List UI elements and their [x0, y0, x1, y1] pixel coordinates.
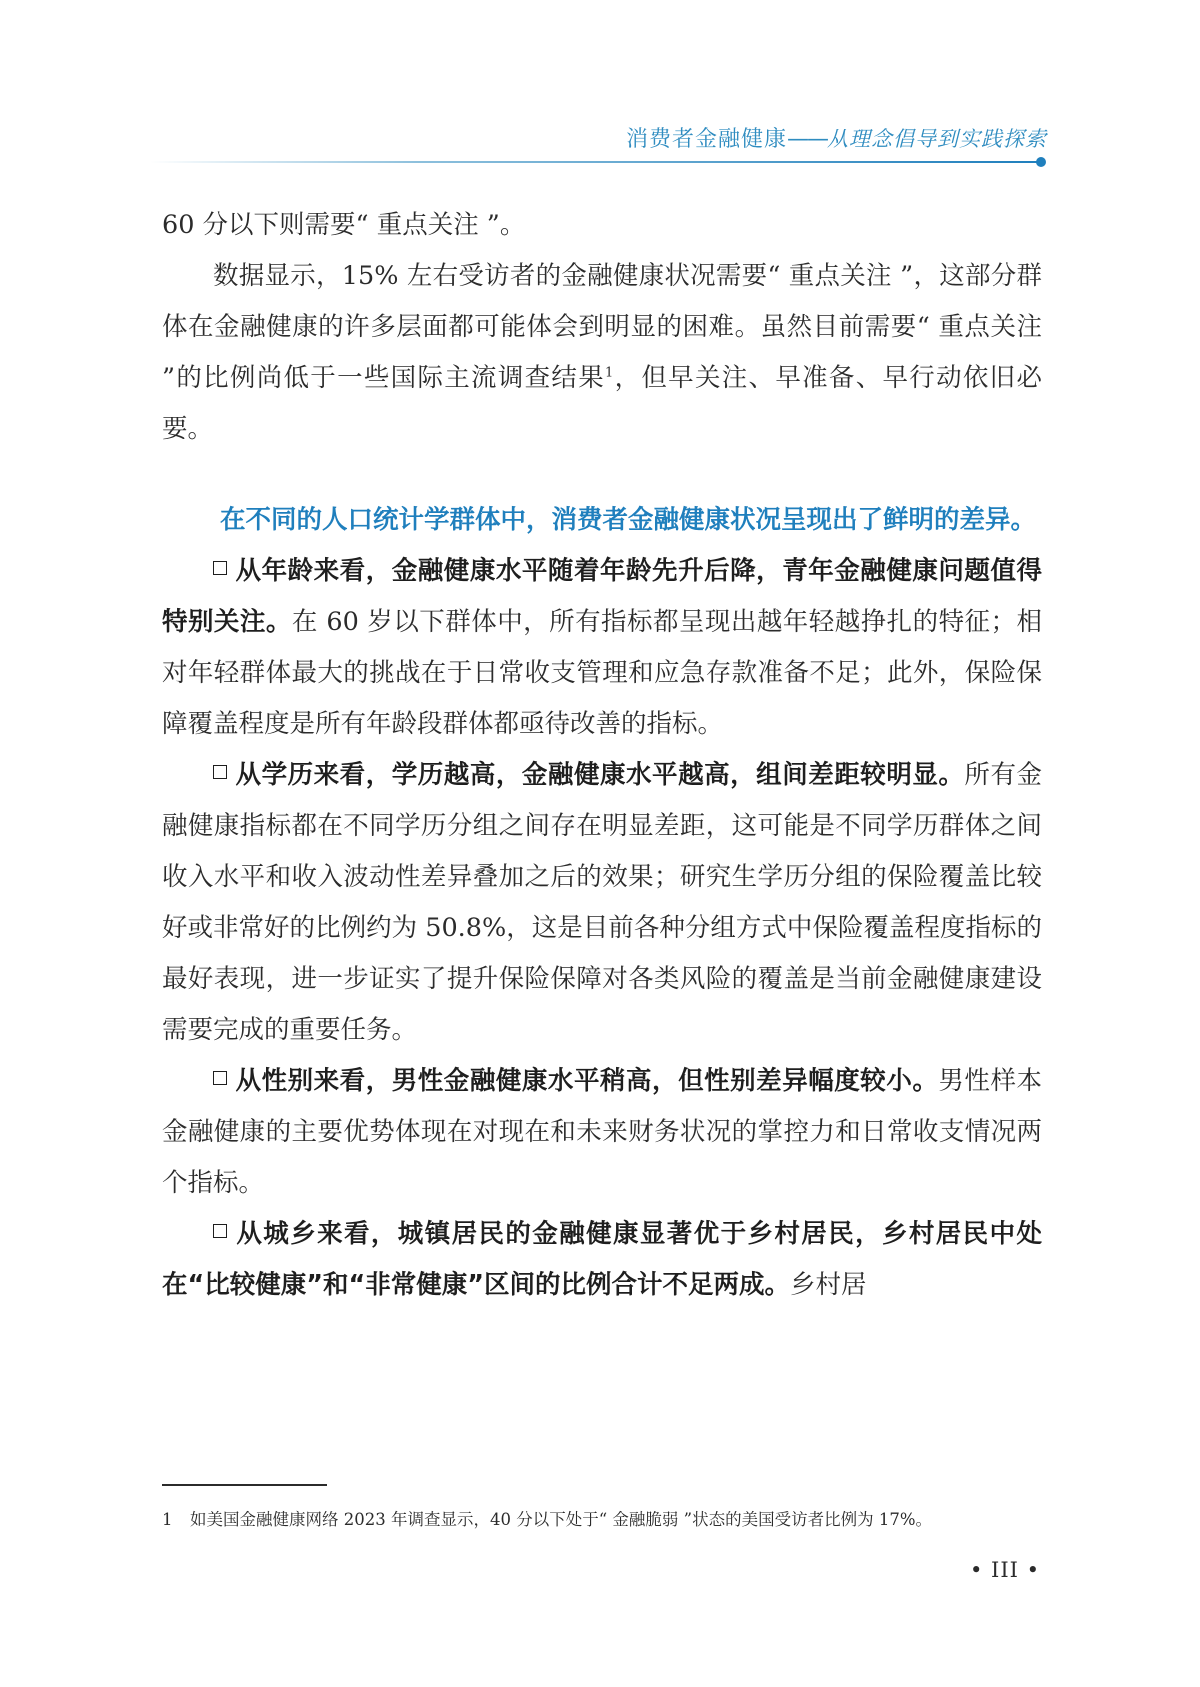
checkbox-bullet-icon [213, 561, 227, 575]
bullet-education-text: 所有金融健康指标都在不同学历分组之间存在明显差距，这可能是不同学历群体之间收入水平和收入波动性差异叠加之后的效果；研究生学历分组的保险覆盖比较好或非常好的比例约为 50.8%，这是目前各种分组方式中保险覆盖程度指标的最好表现，进一步证实了提升保险保障对各类风险的覆盖是当前金融健康建设需要完成的重要任务。 [162, 760, 1042, 1045]
spacer [162, 455, 1042, 495]
footnote-text: 如美国金融健康网络 2023 年调查显示，40 分以下处于“ 金融脆弱 ”状态的美国受访者比例为 17%。 [190, 1510, 933, 1529]
bullet-age-lead: 从年龄来看，金融健康水平随着年龄先升后降，青年金融健康问题值得特别关注。 [162, 556, 1042, 637]
footnote [162, 1508, 1042, 1532]
paragraph-data-summary-tail: ，但早关注、早准备、早行动依旧必要。 [162, 363, 1042, 444]
header-rule [150, 161, 1042, 163]
main-content [162, 200, 1042, 1311]
footnote-reference: 1 [605, 365, 614, 381]
bullet-gender [162, 1056, 1042, 1209]
header-rule-dot [1036, 157, 1046, 167]
bullet-education-lead: 从学历来看，学历越高，金融健康水平越高，组间差距较明显。 [235, 760, 965, 790]
header-title: 消费者金融健康 [625, 127, 787, 152]
paragraph-continuation: 60 分以下则需要“ 重点关注 ”。 [162, 210, 526, 240]
bullet-education [162, 750, 1042, 1056]
section-heading: 在不同的人口统计学群体中，消费者金融健康状况呈现出了鲜明的差异。 [220, 505, 1037, 535]
bullet-urban-rural [162, 1209, 1042, 1311]
checkbox-bullet-icon [213, 765, 227, 779]
bullet-gender-text: 男性样本金融健康的主要优势体现在对现在和未来财务状况的掌控力和日常收支情况两个指标。 [162, 1066, 1042, 1198]
bullet-urban-rural-text: 乡村居 [790, 1270, 867, 1300]
checkbox-bullet-icon [213, 1071, 227, 1085]
bullet-age [162, 546, 1042, 750]
bullet-urban-rural-lead: 从城乡来看，城镇居民的金融健康显著优于乡村居民，乡村居民中处在“比较健康”和“非常健康”区间的比例合计不足两成。 [162, 1219, 1042, 1300]
header-subtitle: 从理念倡导到实践探索 [827, 127, 1047, 151]
footnote-rule [162, 1484, 327, 1486]
paragraph-data-summary [162, 251, 1042, 455]
footnote-number: 1 [162, 1510, 173, 1529]
running-header [150, 124, 1047, 155]
checkbox-bullet-icon [213, 1224, 227, 1238]
bullet-age-text: 在 60 岁以下群体中，所有指标都呈现出越年轻越挣扎的特征；相对年轻群体最大的挑战在于日常收支管理和应急存款准备不足；此外，保险保障覆盖程度是所有年龄段群体都亟待改善的指标。 [162, 607, 1042, 739]
header-dash: —— [787, 127, 827, 152]
bullet-gender-lead: 从性别来看，男性金融健康水平稍高，但性别差异幅度较小。 [235, 1066, 939, 1096]
paragraph-data-summary-text: 数据显示，15% 左右受访者的金融健康状况需要“ 重点关注 ”，这部分群体在金融健康的许多层面都可能体会到明显的困难。虽然目前需要“ 重点关注 ”的比例尚低于一些国际主流调查结果 [162, 261, 1042, 393]
page-number: • III • [969, 1558, 1040, 1582]
